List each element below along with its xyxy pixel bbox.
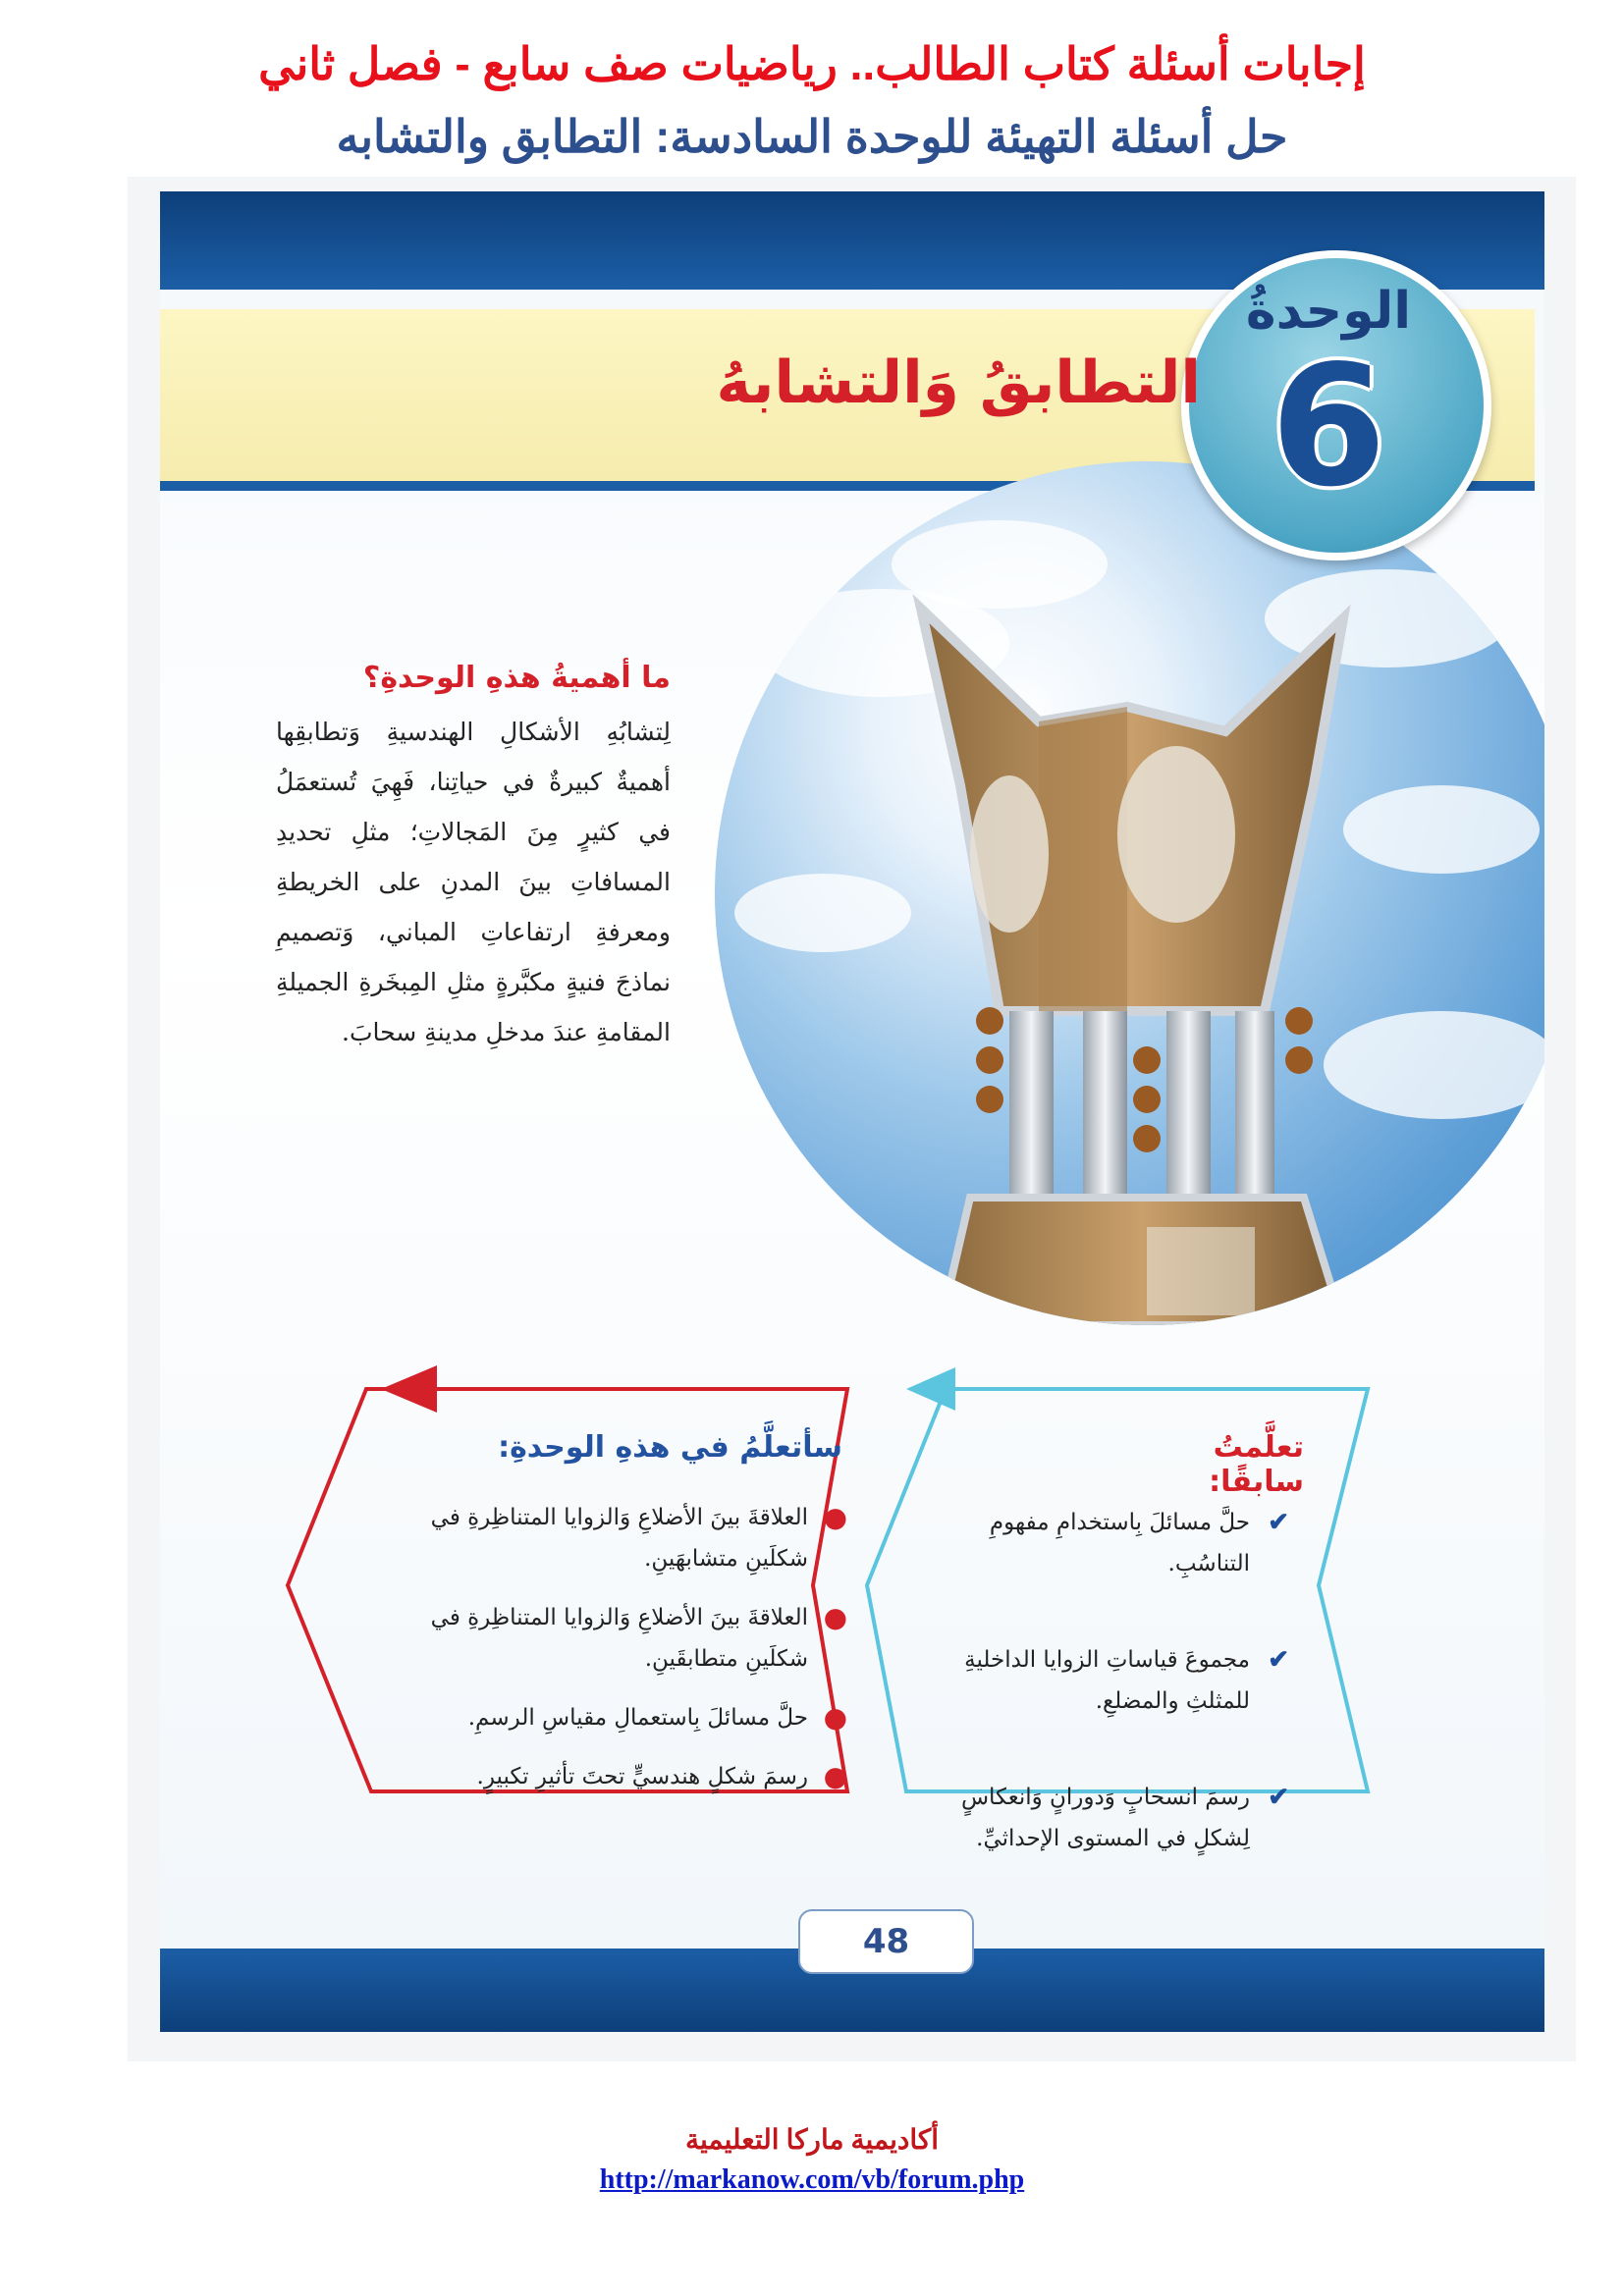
check-icon: ✔	[1268, 1508, 1289, 1537]
bullet-icon: ●	[823, 1760, 847, 1792]
will-learn-heading: سأتعلَّمُ في هذهِ الوحدةِ:	[498, 1430, 842, 1465]
list-item: ● رسمَ شكلٍ هندسيٍّ تحتَ تأثيرِ تكبيرٍ.	[371, 1756, 847, 1797]
forum-link[interactable]: http://markanow.com/vb/forum.php	[599, 2164, 1025, 2195]
importance-text: لِتشابُهِ الأشكالِ الهندسيةِ وَتطابقِها أهميةٌ كبيرةٌ في حياتِنا، فَهِيَ تُستعمَلُ في كثيرٍ مِنَ المَجالاتِ؛ مثلِ تحديدِ المسافاتِ بينَ المدنِ على الخريطةِ ومعرفةِ ارتفاعاتِ المباني، وَتصميمِ نماذجَ فنيةٍ مكبَّرةٍ مثلِ المِبخَرةِ الجميلةِ المقامةِ عندَ مدخلِ مدينةِ سحابَ.	[276, 718, 671, 1046]
prior-learning-heading: تعلَّمتُ سابقًا:	[1209, 1430, 1304, 1499]
check-icon: ✔	[1268, 1645, 1289, 1675]
check-icon: ✔	[1268, 1783, 1289, 1812]
unit-title: التطابقُ وَالتشابهُ	[716, 348, 1201, 417]
monument-photo	[715, 461, 1544, 1325]
list-item: ✔ مجموعَ قياساتِ الزوايا الداخليةِ للمثلثِ والمضلعِ.	[901, 1639, 1289, 1722]
monument-icon	[715, 461, 1544, 1325]
list-item: ● حلَّ مسائلَ بِاستعمالِ مقياسِ الرسمِ.	[371, 1697, 847, 1738]
prior-learning-arrowhead	[906, 1367, 955, 1411]
unit-label: الوحدةُ	[1245, 282, 1412, 341]
document-title: إجابات أسئلة كتاب الطالب.. رياضيات صف سابع - فصل ثاني	[258, 38, 1366, 89]
document-subtitle: حل أسئلة التهيئة للوحدة السادسة: التطابق والتشابه	[336, 111, 1288, 162]
list-item: ✔ حلَّ مسائلَ بِاستخدامِ مفهومِ التناسُبِ.	[901, 1502, 1289, 1584]
bullet-icon: ●	[823, 1501, 847, 1533]
list-item: ✔ رسمَ انسحابٍ وَدورانٍ وَانعكاسٍ لِشكلٍ في المستوى الإحداثيِّ.	[901, 1777, 1289, 1859]
textbook-page-image	[128, 177, 1576, 2061]
academy-name: أكاديمية ماركا التعليمية	[684, 2125, 940, 2156]
bullet-icon: ●	[823, 1701, 847, 1734]
unit-number: 6	[1270, 330, 1387, 524]
bullet-icon: ●	[823, 1601, 847, 1633]
prior-learning-list	[901, 1502, 1289, 1914]
textbook-page	[160, 191, 1544, 2032]
page-number: 48	[798, 1909, 974, 1974]
will-learn-list	[371, 1497, 847, 1815]
will-learn-arrowhead	[381, 1365, 437, 1413]
importance-heading: ما أهميةُ هذهِ الوحدةِ؟	[362, 661, 671, 695]
list-item: ● العلاقةَ بينَ الأضلاعِ وَالزوايا المتناظِرةِ في شكلَينِ متشابهَينِ.	[371, 1497, 847, 1579]
list-item: ● العلاقةَ بينَ الأضلاعِ وَالزوايا المتناظِرةِ في شكلَينِ متطابقَينِ.	[371, 1597, 847, 1680]
